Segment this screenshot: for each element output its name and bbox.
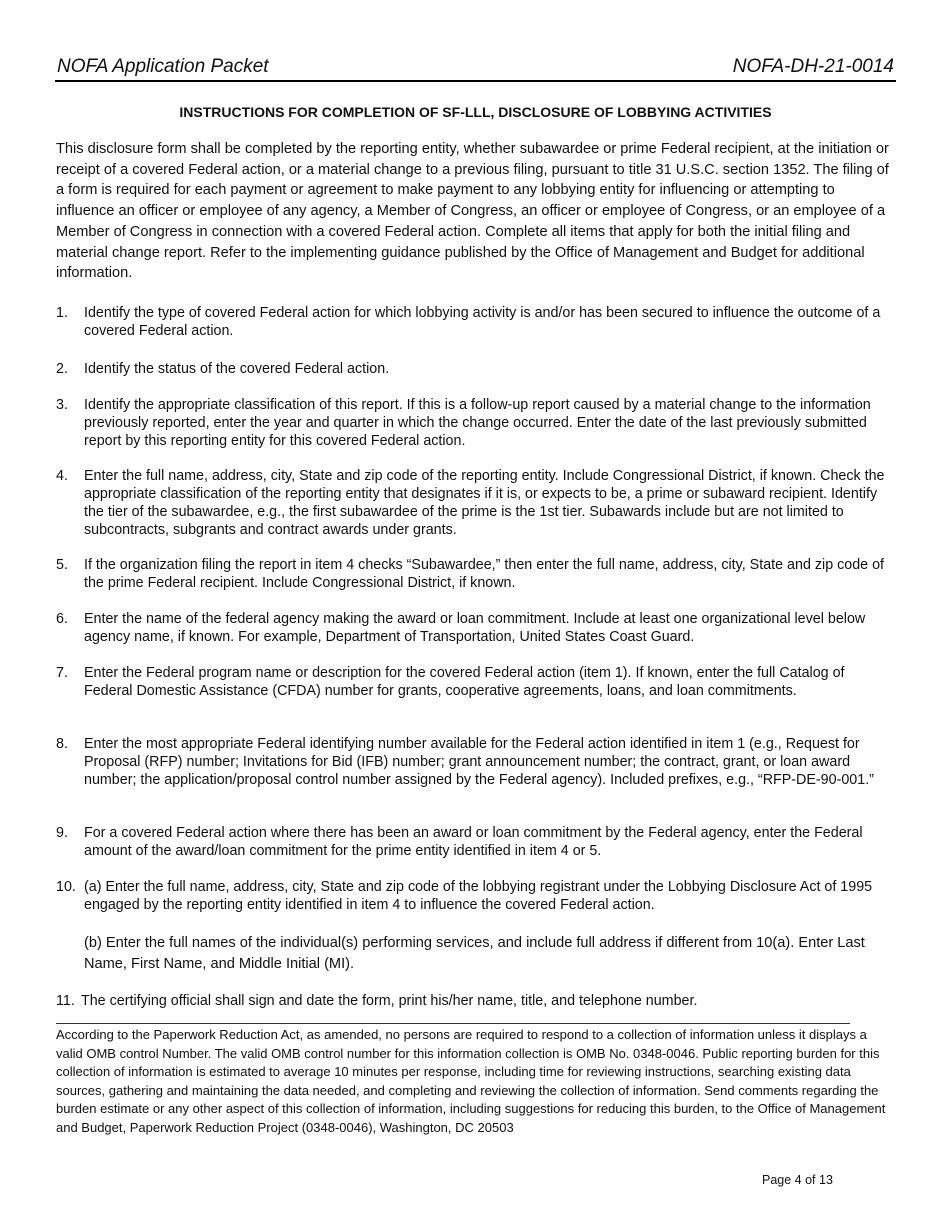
item-text: (a) Enter the full name, address, city, State and zip code of the lobbying registrant under the Lobbying Disclosure Act of 1995 engaged by the reporting entity identified in item 4 to influence the covered Federal action.: [84, 879, 873, 914]
instruction-item: [56, 396, 896, 450]
intro-paragraph: This disclosure form shall be completed by the reporting entity, whether subawardee or prime Federal recipient, at the initiation or receipt of a covered Federal action, or a material change to a previous filing, pursuant to title 31 U.S.C. section 1352. The filing of a form is required for each payment or agreement to make payment to any lobbying entity for influencing or attempting to influence an officer or employee of any agency, a Member of Congress, an officer or employee of Congress, or an employee of a Member of Congress in connection with a covered Federal action. Complete all items that apply for both the initial filing and material change report. Refer to the implementing guidance published by the Office of Management and Budget for additional information.: [56, 141, 889, 282]
item-number: 11.: [56, 993, 75, 1009]
instruction-item: [56, 664, 896, 700]
item-number: 5.: [56, 557, 68, 573]
instruction-item: [56, 467, 896, 539]
instruction-item: [56, 824, 896, 860]
item-number: 7.: [56, 665, 68, 681]
item-text: For a covered Federal action where there has been an award or loan commitment by the Federal agency, enter the Federal amount of the award/loan commitment for the prime entity identified in item 4 or 5.: [84, 825, 863, 860]
instruction-item: [56, 304, 896, 340]
item-text: Enter the full name, address, city, State and zip code of the reporting entity. Include Congressional District, if known. Check the appropriate classification of the reporting entity that designates if it is, or expects to be, a prime or subaward recipient. Identify the tier of the subawardee, e.g., the first subawardee of the prime is the 1st tier. Subawards include but are not limited to subcontracts, subgrants and contract awards under grants.: [84, 468, 885, 539]
instruction-item: [56, 735, 896, 789]
header-packet-title: NOFA Application Packet: [57, 56, 269, 77]
item-10b-text: (b) Enter the full names of the individual(s) performing services, and include full address if different from 10(a). Enter Last Name, First Name, and Middle Initial (MI).: [84, 935, 865, 972]
instruction-item: [56, 992, 896, 1010]
page-number: Page 4 of 13: [762, 1173, 833, 1187]
item-text: The certifying official shall sign and date the form, print his/her name, title, and telephone number.: [81, 993, 698, 1009]
header-nofa-number: NOFA-DH-21-0014: [732, 56, 894, 77]
item-number: 3.: [56, 397, 68, 413]
item-text: Identify the type of covered Federal action for which lobbying activity is and/or has been secured to influence the outcome of a covered Federal action.: [84, 305, 881, 340]
item-text: Enter the Federal program name or description for the covered Federal action (item 1). If known, enter the full Catalog of Federal Domestic Assistance (CFDA) number for grants, cooperative agreements, loans, and loan commitments.: [84, 665, 845, 700]
document-title: INSTRUCTIONS FOR COMPLETION OF SF-LLL, DISCLOSURE OF LOBBYING ACTIVITIES: [179, 104, 772, 120]
instruction-item: [56, 360, 896, 378]
page-header: [55, 56, 896, 82]
instruction-item: [56, 556, 896, 592]
item-text: Enter the name of the federal agency making the award or loan commitment. Include at least one organizational level below agency name, if known. For example, Department of Transportation, United States Coast Guard.: [84, 611, 866, 646]
item-text: Identify the appropriate classification of this report. If this is a follow-up report caused by a material change to the information previously reported, enter the year and quarter in which the change occurred. Enter the date of the last previously submitted report by this reporting entity for this covered Federal action.: [84, 397, 871, 450]
item-text: If the organization filing the report in item 4 checks “Subawardee,” then enter the full name, address, city, State and zip code of the prime Federal recipient. Include Congressional District, if known.: [84, 557, 885, 592]
item-number: 1.: [56, 305, 68, 321]
instruction-item: [56, 878, 896, 914]
item-number: 6.: [56, 611, 68, 627]
footer-divider: [56, 1023, 850, 1024]
instruction-item: [56, 610, 896, 646]
item-text: Identify the status of the covered Federal action.: [84, 361, 390, 377]
item-number: 9.: [56, 825, 68, 841]
item-number: 8.: [56, 736, 68, 752]
paperwork-reduction-notice: According to the Paperwork Reduction Act, as amended, no persons are required to respond to a collection of information unless it displays a valid OMB control Number. The valid OMB control number for this information collection is OMB No. 0348-0046. Public reporting burden for this collection of information is estimated to average 10 minutes per response, including time for reviewing instructions, searching existing data sources, gathering and maintaining the data needed, and completing and reviewing the collection of information. Send comments regarding the burden estimate or any other aspect of this collection of information, including suggestions for reducing this burden, to the Office of Management and Budget, Paperwork Reduction Project (0348-0046), Washington, DC 20503: [56, 1027, 886, 1135]
item-number: 2.: [56, 361, 68, 377]
item-text: Enter the most appropriate Federal identifying number available for the Federal action identified in item 1 (e.g., Request for Proposal (RFP) number; Invitations for Bid (IFB) number; grant announcement number; the contract, grant, or loan award number; the application/proposal control number assigned by the Federal agency). Included prefixes, e.g., “RFP-DE-90-001.”: [84, 736, 874, 789]
item-number: 10.: [56, 879, 76, 895]
item-number: 4.: [56, 468, 68, 484]
